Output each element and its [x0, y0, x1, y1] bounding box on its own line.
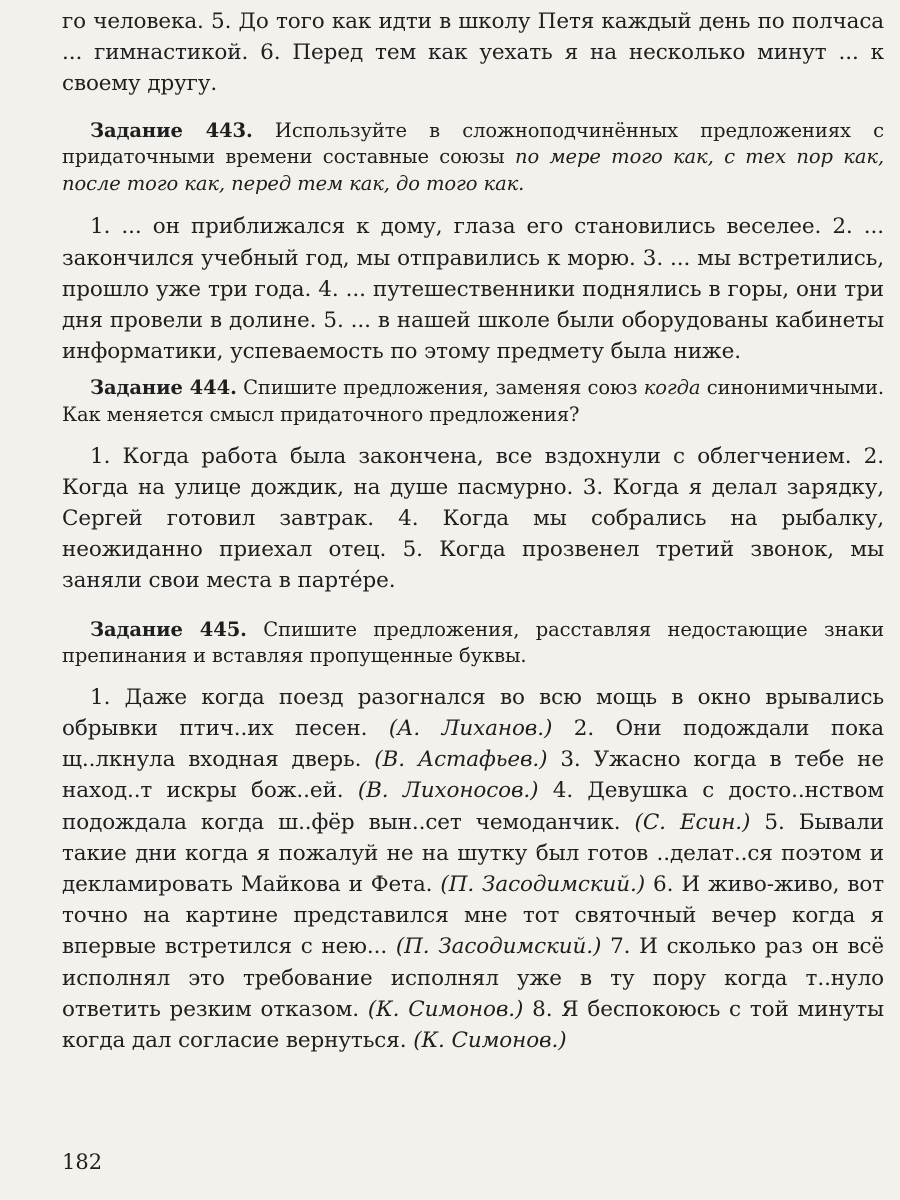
task-443-conjunctions: по мере того как, с тех пор как, после того как, перед тем как, до того как.: [62, 145, 884, 195]
author-2: (В. Астафьев.): [374, 747, 548, 773]
task-444-instruction-b: синонимичными. Как меняется смысл придаточного предложения?: [62, 376, 884, 426]
task-445-instruction-text: Спишите предложения, расставляя недостающие знаки препинания и вставляя пропущенные буквы.: [62, 617, 884, 668]
intro-text: го человека. 5. До того как идти в школу Петя каждый день по полчаса ... гимнастикой. 6. Перед тем как уехать я на несколько минут ... к своему другу.: [62, 9, 884, 97]
task-445-exercise: [62, 682, 884, 1056]
intro-paragraph: [62, 6, 884, 100]
author-1: (А. Лиханов.): [388, 716, 553, 741]
task-444-exercise-text: 1. Когда работа была закончена, все вздохнули с облегчением. 2. Когда на улице дождик, на душе пасмурно. 3. Когда я делал зарядку, Сергей готовил завтрак. 4. Когда мы собрались на рыбалку, неожиданно приехал отец. 5. Когда прозвенел третий звонок, мы заняли свои места в партéре.: [62, 443, 884, 594]
author-8: (К. Симонов.): [413, 1028, 567, 1054]
task-445-instruction: [62, 617, 884, 670]
task-443-instruction-text: Используйте в сложноподчинённых предложениях с придаточными времени составные союзы: [62, 118, 884, 169]
sentence-5: 5. Бывали такие дни когда я пожалуй не на шутку был готов ..делат..ся поэтом и декламировать Майкова и Фета.: [62, 809, 884, 898]
task-443-label: Задание 443.: [90, 118, 253, 142]
sentence-1: 1. Даже когда поезд разогнался во всю мощь в окно врывались обрывки птич..их песен.: [62, 684, 884, 741]
author-3: (В. Лихоносов.): [357, 778, 539, 804]
task-444-label: Задание 444.: [90, 376, 237, 400]
task-444-exercise: [62, 441, 884, 597]
author-7: (К. Симонов.): [367, 996, 524, 1022]
sentence-3: 3. Ужасно когда в тебе не наход..т искры бож..ей.: [62, 747, 885, 804]
task-443-exercise: [62, 211, 884, 367]
sentence-6: 6. И живо-живо, вот точно на картине представился мне тот святочный вечер когда я впервые встретился с нею...: [62, 872, 885, 960]
task-444-instruction-a: Спишите предложения, заменяя союз: [243, 376, 638, 400]
task-443-exercise-text: 1. ... он приближался к дому, глаза его становились веселее. 2. ... закончился учебный год, мы отправились к морю. 3. ... мы встретились, прошло уже три года. 4. ... путешественники поднялись в горы, они три дня провели в долине. 5. ... в нашей школе были оборудованы кабинеты информатики, успеваемость по этому предмету была ниже.: [62, 214, 884, 365]
task-445-label: Задание 445.: [90, 617, 247, 641]
task-443-instruction: [62, 118, 884, 198]
author-5: (П. Засодимский.): [440, 872, 646, 898]
textbook-page: [62, 2, 884, 1198]
sentence-7: 7. И сколько раз он всё исполнял это требование исполнял уже в ту пору когда т..нуло ответить резким отказом.: [62, 934, 885, 1022]
author-4: (С. Есин.): [634, 809, 751, 835]
author-6: (П. Засодимский.): [395, 934, 602, 960]
page-number: 182: [62, 1150, 103, 1174]
sentence-2: 2. Они подождали пока щ..лкнула входная дверь.: [62, 716, 884, 773]
task-444-instruction: [62, 375, 884, 428]
task-444-keyword: когда: [643, 376, 701, 400]
sentence-4: 4. Девушка с досто..нством подождала когда ш..фёр вын..сет чемоданчик.: [62, 778, 884, 835]
sentence-8: 8. Я беспокоюсь с той минуты когда дал согласие вернуться.: [62, 996, 884, 1054]
